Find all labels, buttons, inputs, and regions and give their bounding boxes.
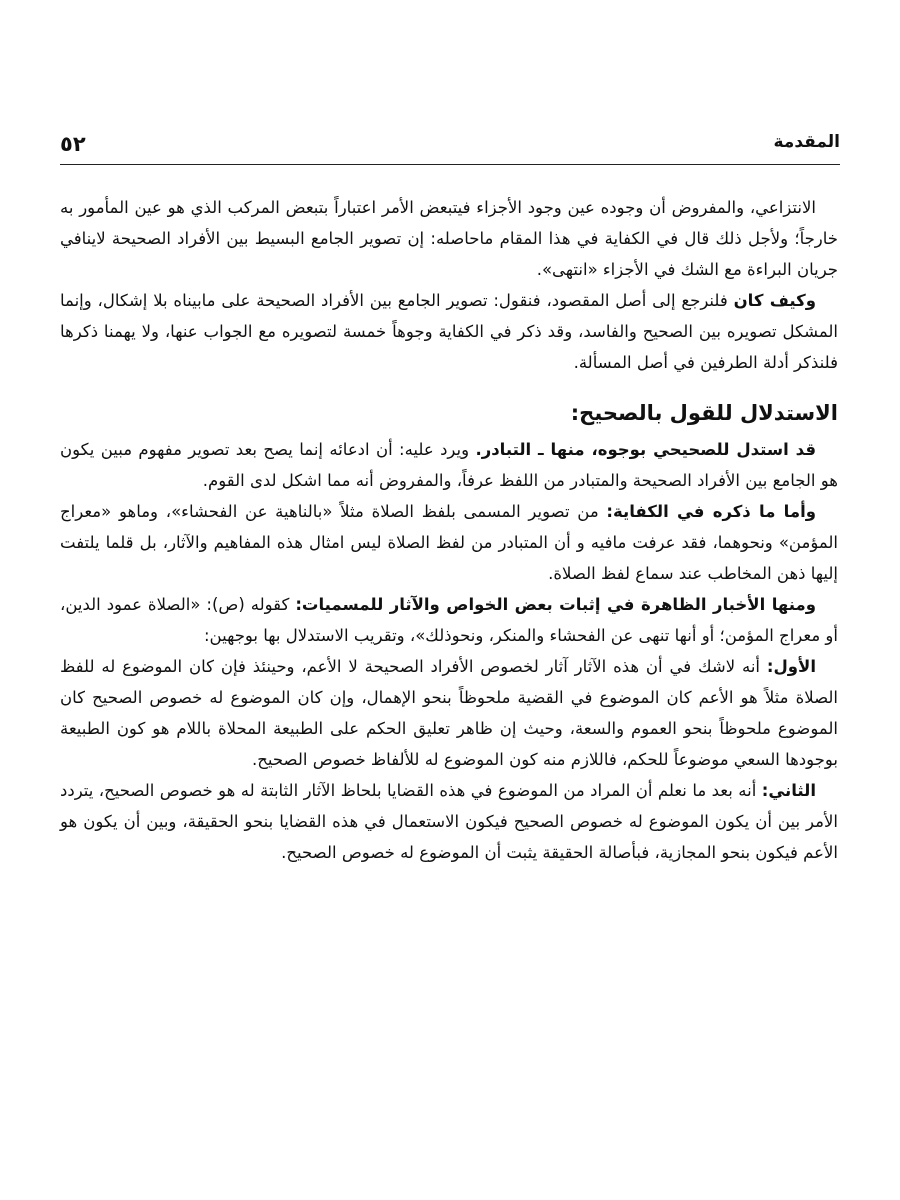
paragraph-6-lead: الأول: xyxy=(766,657,816,676)
paragraph-1: الانتزاعي، والمفروض أن وجوده عين وجود الأجزاء فيتبعض الأمر اعتباراً بتبعض المركب الذي هو عين المأمور به خارجاً؛ ولأجل ذلك قال في الكفاية في هذا المقام ماحاصله: إن تصوير الجامع البسيط بين الأفراد الصحيحة لاينافي جريان البراءة مع الشك في الأجزاء «انتهى». xyxy=(60,198,838,279)
paragraph-7-lead: الثاني: xyxy=(761,781,816,800)
page-number: ٥٢ xyxy=(60,132,86,156)
header-rule xyxy=(60,164,840,165)
page-header xyxy=(60,128,840,164)
paragraph-5 xyxy=(60,589,838,651)
paragraph-2 xyxy=(60,285,838,378)
paragraph-7-text: أنه بعد ما نعلم أن المراد من الموضوع في هذه القضايا بلحاظ الآثار الثابتة له هو خصوص الصحيح، يتردد الأمر بين أن يكون الموضوع له خصوص الصحيح فيكون الاستعمال في هذه القضايا بنحو الحقيقة، وبين أن يكون هو الأعم فيكون بنحو المجازية، فبأصالة الحقيقة يثبت أن الموضوع له خصوص الصحيح. xyxy=(60,781,838,862)
paragraph-3 xyxy=(60,434,838,496)
running-head: المقدمة xyxy=(773,132,840,152)
paragraph-7 xyxy=(60,775,838,868)
paragraph-3-text: ويرد عليه: أن ادعائه إنما يصح بعد تصوير مفهوم مبين يكون هو الجامع بين الأفراد الصحيحة والمتبادر من اللفظ عرفاً، والمفروض أنه مما اشكل لدى القوم. xyxy=(60,440,838,490)
paragraph-5-text: كقوله (ص): «الصلاة عمود الدين، أو معراج المؤمن؛ أو أنها تنهى عن الفحشاء والمنكر، ونحوذلك»، وتقريب الاستدلال بها بوجهين: xyxy=(60,595,838,645)
paragraph-5-lead: ومنها الأخبار الظاهرة في إثبات بعض الخواص والآثار للمسميات: xyxy=(295,595,816,614)
paragraph-6-text: أنه لاشك في أن هذه الآثار آثار لخصوص الأفراد الصحيحة لا الأعم، وحينئذ فإن كان الموضوع له للفظ الصلاة مثلاً هو الأعم كان الموضوع في القضية ملحوظاً بنحو الإهمال، وإن كان الموضوع له خصوص الصحيح كان الموضوع ملحوظاً بنحو العموم والسعة، وحيث إن ظاهر تعليق الحكم على الطبيعة المحلاة باللام هو كون الطبيعة بوجودها السعي موضوعاً للحكم، فاللازم منه كون الموضوع له للألفاظ خصوص الصحيح. xyxy=(60,657,838,769)
paragraph-3-lead: قد استدل للصحيحي بوجوه، منها ـ التبادر. xyxy=(475,440,816,459)
paragraph-4 xyxy=(60,496,838,589)
paragraph-4-lead: وأما ما ذكره في الكفاية: xyxy=(606,502,816,521)
section-heading: الاستدلال للقول بالصحيح: xyxy=(570,401,838,425)
paragraph-6 xyxy=(60,651,838,775)
page-body xyxy=(60,192,838,868)
paragraph-2-lead: وكيف كان xyxy=(733,291,816,310)
paragraph-4-text: من تصوير المسمى بلفظ الصلاة مثلاً «بالناهية عن الفحشاء»، وماهو «معراج المؤمن» ونحوهما، فقد عرفت مافيه و أن المتبادر من لفظ الصلاة ليس امثال هذه المفاهيم والآثار، بل قلما يلتفت إليها ذهن المخاطب عند سماع لفظ الصلاة. xyxy=(60,502,838,583)
paragraph-2-text: فلنرجع إلى أصل المقصود، فنقول: تصوير الجامع بين الأفراد الصحيحة على مابيناه بلا إشكال، وإنما المشكل تصويره بين الصحيح والفاسد، وقد ذكر في الكفاية وجوهاً خمسة لتصويره مع الجواب عنها، ولا يهمنا ذكرها فلنذكر أدلة الطرفين في أصل المسألة. xyxy=(60,291,838,372)
